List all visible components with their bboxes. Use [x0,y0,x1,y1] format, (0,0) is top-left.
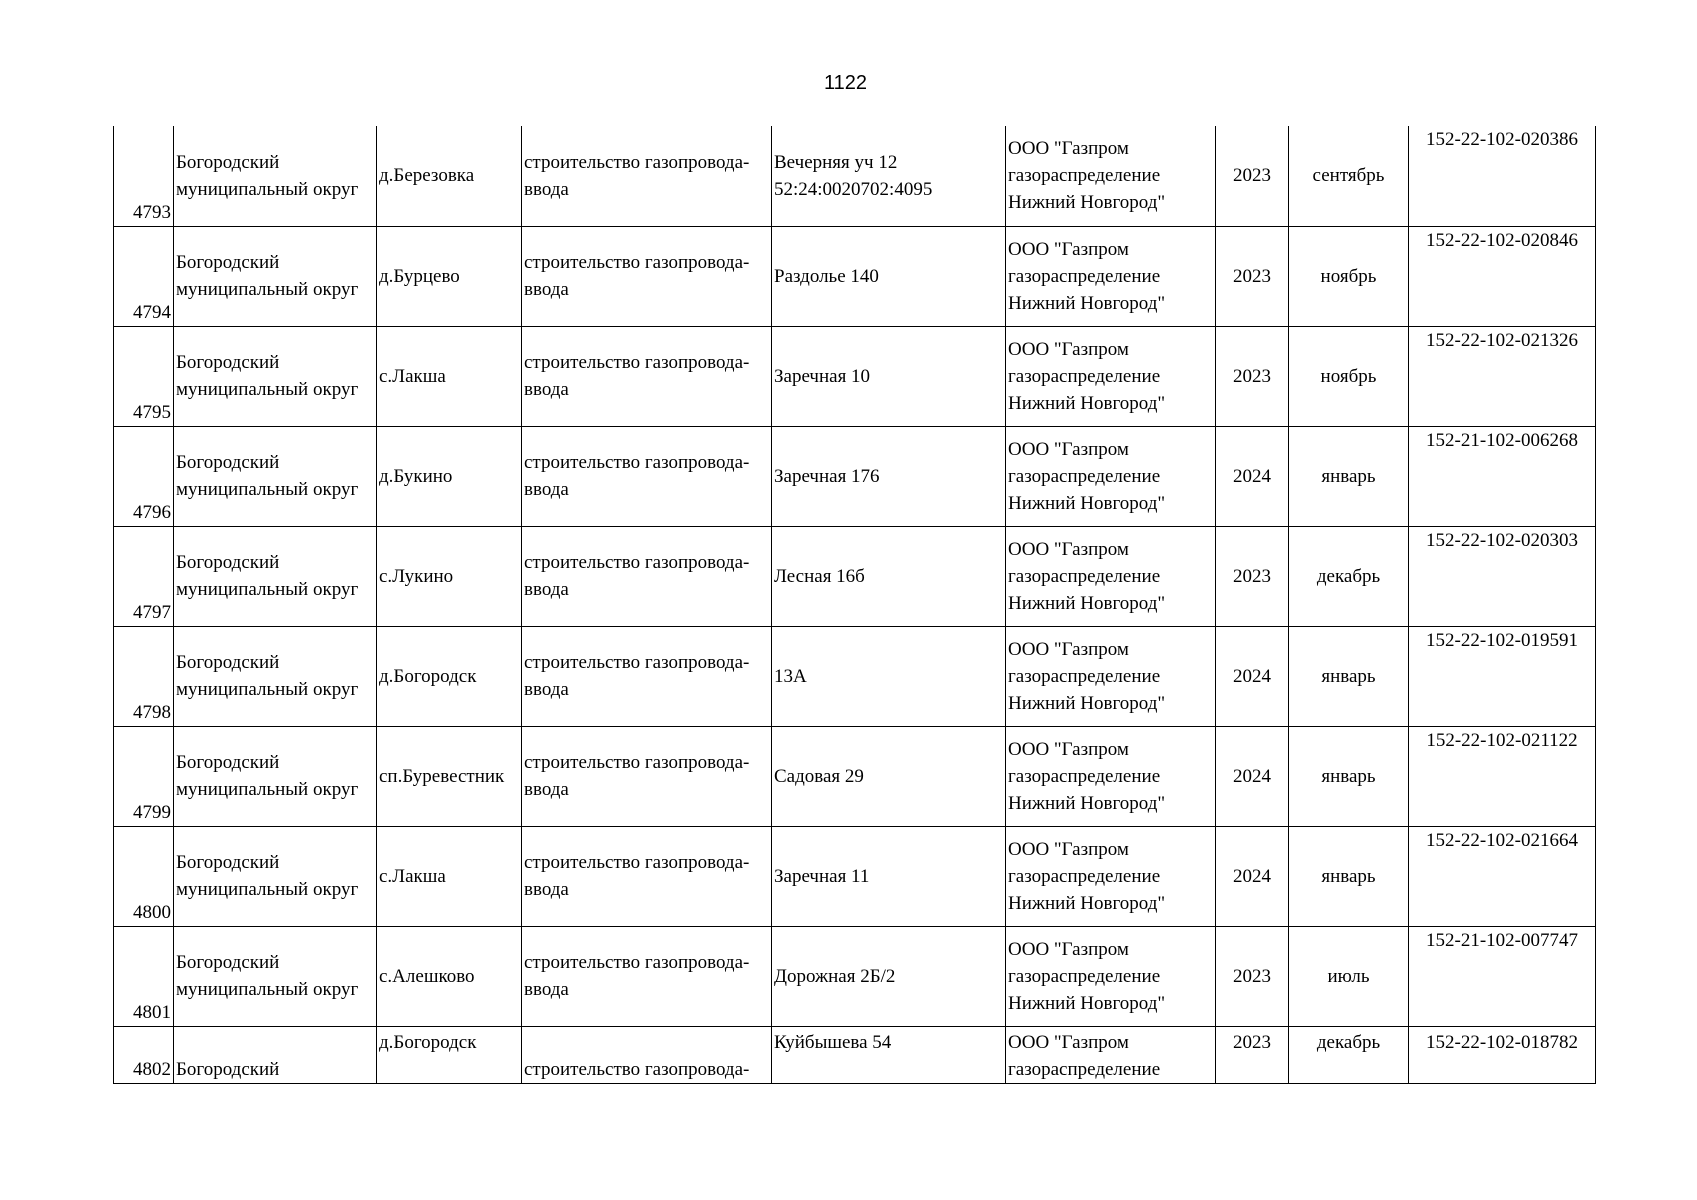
organization-cell [1006,226,1216,326]
work-type-cell [522,1026,772,1083]
work-type-cell-line: строительство газопровода- [524,752,750,773]
district-cell-line: муниципальный округ [176,579,359,600]
address-cell-line: Раздолье 140 [774,265,879,287]
district-cell-line: Богородский [176,452,280,473]
address-cell [772,126,1006,226]
settlement-cell: д.Богородск [377,626,522,726]
month-cell: январь [1289,826,1409,926]
table-row [114,226,1596,326]
code-cell: 152-22-102-020846 [1409,226,1596,326]
organization-cell-line: Нижний Новгород" [1008,192,1166,214]
work-type-cell-line: строительство газопровода- [524,252,750,273]
organization-cell-line: газораспределение [1008,165,1161,187]
organization-cell [1006,726,1216,826]
work-type-cell-line: ввода [524,479,569,500]
work-type-cell [522,626,772,726]
district-cell [174,726,377,826]
address-cell-line: 13А [774,665,807,687]
year-cell: 2024 [1216,726,1289,826]
work-type-cell-line: строительство газопровода- [524,151,750,173]
address-cell [772,526,1006,626]
organization-cell [1006,326,1216,426]
settlement-cell: с.Алешково [377,926,522,1026]
organization-cell [1006,1026,1216,1083]
organization-cell-line: ООО "Газпром [1008,438,1129,460]
address-cell-line: Дорожная 2Б/2 [774,965,896,987]
table-row [114,1026,1596,1083]
work-type-cell-line: строительство газопровода- [524,1058,750,1080]
row-number: 4797 [114,526,174,626]
district-cell [174,826,377,926]
year-cell: 2023 [1216,526,1289,626]
table-row [114,826,1596,926]
work-type-cell-line: строительство газопровода- [524,552,750,573]
row-number: 4800 [114,826,174,926]
organization-cell-line: газораспределение [1008,1058,1161,1080]
organization-cell-line: газораспределение [1008,665,1161,687]
work-type-cell-line: строительство газопровода- [524,952,750,973]
organization-cell-line: ООО "Газпром [1008,638,1129,660]
code-cell: 152-22-102-020303 [1409,526,1596,626]
organization-cell [1006,426,1216,526]
code-cell: 152-21-102-006268 [1409,426,1596,526]
year-cell: 2023 [1216,1026,1289,1083]
work-type-cell-line: ввода [524,679,569,700]
year-cell: 2024 [1216,426,1289,526]
work-type-cell [522,826,772,926]
table-row [114,126,1596,226]
address-cell-line: Лесная 16б [774,565,865,587]
work-type-cell-line: ввода [524,579,569,600]
month-cell: январь [1289,626,1409,726]
month-cell: сентябрь [1289,126,1409,226]
organization-cell [1006,826,1216,926]
work-type-cell-line: строительство газопровода- [524,352,750,373]
organization-cell-line: Нижний Новгород" [1008,492,1166,514]
address-cell [772,226,1006,326]
organization-cell-line: газораспределение [1008,565,1161,587]
district-cell-line: Богородский [176,1058,280,1080]
organization-cell-line: газораспределение [1008,865,1161,887]
district-cell [174,926,377,1026]
organization-cell-line: ООО "Газпром [1008,238,1129,260]
code-cell: 152-22-102-021664 [1409,826,1596,926]
table-row [114,526,1596,626]
organization-cell-line: ООО "Газпром [1008,1031,1129,1053]
settlement-cell: д.Березовка [377,126,522,226]
district-cell-line: муниципальный округ [176,479,359,500]
table-row [114,326,1596,426]
address-cell-line: Заречная 176 [774,465,880,487]
district-cell-line: Богородский [176,852,280,873]
settlement-cell: сп.Буревестник [377,726,522,826]
address-cell [772,426,1006,526]
work-type-cell-line: ввода [524,178,569,200]
district-cell-line: Богородский [176,552,280,573]
work-type-cell [522,526,772,626]
district-cell-line: муниципальный округ [176,879,359,900]
row-number: 4802 [114,1026,174,1083]
work-type-cell [522,926,772,1026]
work-type-cell [522,326,772,426]
district-cell [174,126,377,226]
address-cell [772,926,1006,1026]
work-type-cell-line: строительство газопровода- [524,652,750,673]
address-cell [772,826,1006,926]
settlement-cell: д.Бурцево [377,226,522,326]
table-row [114,426,1596,526]
address-cell [772,326,1006,426]
organization-cell-line: ООО "Газпром [1008,938,1129,960]
organization-cell [1006,526,1216,626]
organization-cell-line: газораспределение [1008,465,1161,487]
organization-cell-line: ООО "Газпром [1008,838,1129,860]
row-number: 4795 [114,326,174,426]
year-cell: 2024 [1216,626,1289,726]
table-row [114,726,1596,826]
organization-cell-line: Нижний Новгород" [1008,292,1166,314]
district-cell-line: Богородский [176,952,280,973]
work-type-cell [522,426,772,526]
work-type-cell [522,226,772,326]
month-cell: январь [1289,426,1409,526]
month-cell: декабрь [1289,526,1409,626]
organization-cell-line: Нижний Новгород" [1008,792,1166,814]
work-type-cell [522,126,772,226]
row-number: 4799 [114,726,174,826]
table-row [114,626,1596,726]
district-cell [174,426,377,526]
settlement-cell: д.Богородск [377,1026,522,1083]
code-cell: 152-21-102-007747 [1409,926,1596,1026]
year-cell: 2023 [1216,926,1289,1026]
district-cell-line: муниципальный округ [176,379,359,400]
year-cell: 2023 [1216,326,1289,426]
registry-table [113,126,1596,1084]
district-cell-line: Богородский [176,352,280,373]
row-number: 4798 [114,626,174,726]
page-number: 1122 [823,72,867,94]
table-body [114,126,1596,1083]
row-number: 4794 [114,226,174,326]
table-row [114,926,1596,1026]
code-cell: 152-22-102-021326 [1409,326,1596,426]
code-cell: 152-22-102-019591 [1409,626,1596,726]
organization-cell-line: газораспределение [1008,765,1161,787]
address-cell-line: Садовая 29 [774,765,864,787]
district-cell [174,626,377,726]
work-type-cell-line: ввода [524,779,569,800]
organization-cell-line: газораспределение [1008,365,1161,387]
year-cell: 2024 [1216,826,1289,926]
row-number: 4793 [114,126,174,226]
organization-cell-line: Нижний Новгород" [1008,592,1166,614]
settlement-cell: с.Лакша [377,326,522,426]
address-cell [772,626,1006,726]
work-type-cell-line: ввода [524,979,569,1000]
address-cell [772,1026,1006,1083]
month-cell: июль [1289,926,1409,1026]
organization-cell-line: Нижний Новгород" [1008,892,1166,914]
district-cell-line: Богородский [176,652,280,673]
code-cell: 152-22-102-018782 [1409,1026,1596,1083]
address-cell-line: Куйбышева 54 [774,1031,892,1053]
month-cell: ноябрь [1289,226,1409,326]
district-cell-line: Богородский [176,752,280,773]
district-cell-line: муниципальный округ [176,679,359,700]
organization-cell [1006,626,1216,726]
address-cell [772,726,1006,826]
district-cell-line: Богородский [176,151,280,173]
code-cell: 152-22-102-021122 [1409,726,1596,826]
work-type-cell-line: строительство газопровода- [524,852,750,873]
settlement-cell: д.Букино [377,426,522,526]
work-type-cell [522,726,772,826]
month-cell: ноябрь [1289,326,1409,426]
district-cell [174,526,377,626]
address-cell-line: 52:24:0020702:4095 [774,178,933,200]
organization-cell-line: ООО "Газпром [1008,738,1129,760]
organization-cell-line: ООО "Газпром [1008,138,1129,160]
organization-cell-line: ООО "Газпром [1008,338,1129,360]
address-cell-line: Вечерняя уч 12 [774,151,898,173]
district-cell [174,1026,377,1083]
organization-cell-line: Нижний Новгород" [1008,392,1166,414]
month-cell: декабрь [1289,1026,1409,1083]
row-number: 4801 [114,926,174,1026]
organization-cell [1006,126,1216,226]
settlement-cell: с.Лукино [377,526,522,626]
organization-cell-line: Нижний Новгород" [1008,692,1166,714]
work-type-cell-line: ввода [524,379,569,400]
work-type-cell-line: ввода [524,279,569,300]
district-cell-line: муниципальный округ [176,279,359,300]
year-cell: 2023 [1216,126,1289,226]
organization-cell-line: газораспределение [1008,965,1161,987]
work-type-cell-line: строительство газопровода- [524,452,750,473]
organization-cell-line: Нижний Новгород" [1008,992,1166,1014]
work-type-cell-line: ввода [524,879,569,900]
address-cell-line: Заречная 10 [774,365,871,387]
district-cell-line: Богородский [176,252,280,273]
row-number: 4796 [114,426,174,526]
year-cell: 2023 [1216,226,1289,326]
settlement-cell: с.Лакша [377,826,522,926]
organization-cell-line: ООО "Газпром [1008,538,1129,560]
organization-cell [1006,926,1216,1026]
district-cell [174,226,377,326]
code-cell: 152-22-102-020386 [1409,126,1596,226]
district-cell-line: муниципальный округ [176,979,359,1000]
address-cell-line: Заречная 11 [774,865,870,887]
organization-cell-line: газораспределение [1008,265,1161,287]
district-cell-line: муниципальный округ [176,779,359,800]
district-cell-line: муниципальный округ [176,178,359,200]
month-cell: январь [1289,726,1409,826]
district-cell [174,326,377,426]
